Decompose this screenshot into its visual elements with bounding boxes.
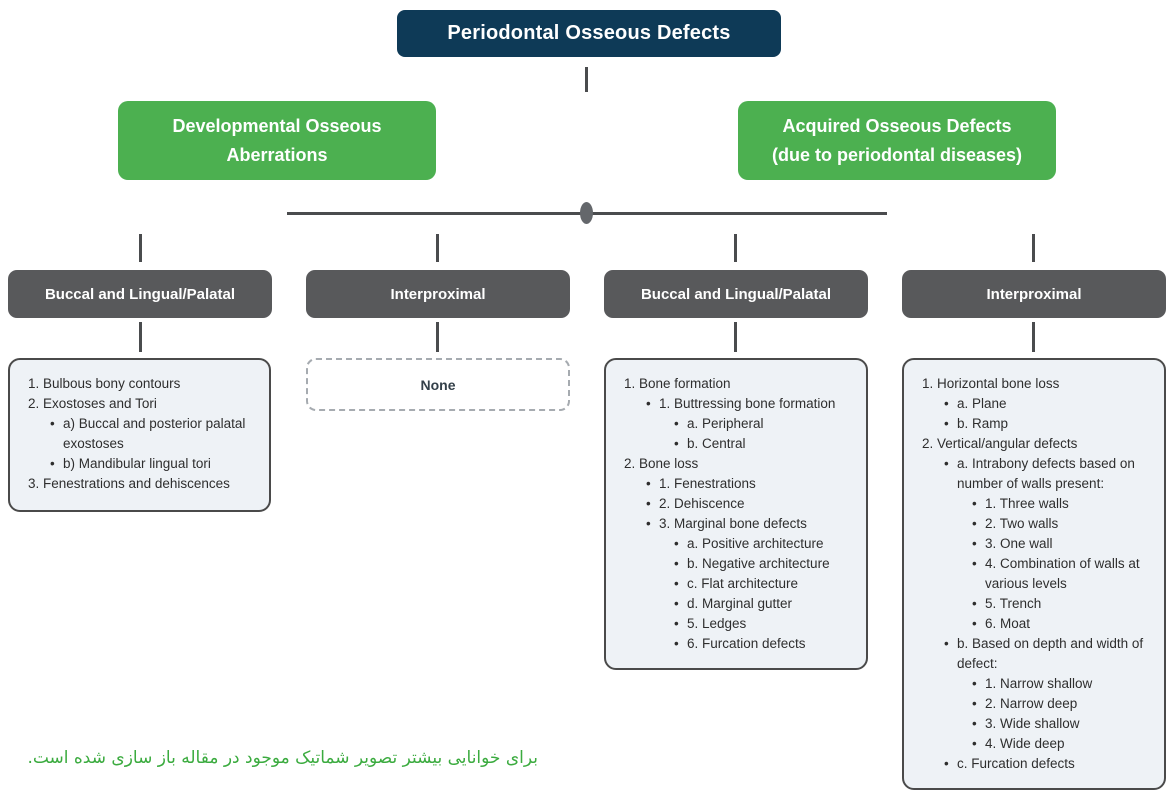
node-developmental-osseous-aberrations — [118, 101, 436, 180]
list-item — [972, 714, 1152, 734]
bullet-icon: • — [972, 696, 977, 711]
bullet-icon: • — [674, 436, 679, 451]
list-item-label: a. Positive architecture — [687, 536, 824, 551]
list-item-label: b. Central — [687, 436, 746, 451]
list-item-label: 6. Moat — [985, 616, 1031, 631]
list-item — [646, 474, 854, 494]
node-periodontal-osseous-defects — [397, 10, 781, 57]
bullet-icon: • — [674, 596, 679, 611]
list-item — [674, 414, 854, 434]
connector-col3-top — [734, 234, 737, 262]
list-item — [944, 754, 1152, 774]
list-item — [944, 414, 1152, 434]
list-item-label: b. Negative architecture — [687, 556, 830, 571]
list-item — [674, 594, 854, 614]
list-item-label: 2. Exostoses and Tori — [28, 396, 157, 411]
connector-col4-bottom — [1032, 322, 1035, 352]
root-label: Periodontal Osseous Defects — [447, 22, 731, 44]
list-item-label: 3. Wide shallow — [985, 716, 1080, 731]
list-item — [972, 594, 1152, 614]
node-acquired-osseous-defects — [738, 101, 1056, 180]
list-item — [646, 514, 854, 534]
header-label: Interproximal — [986, 285, 1082, 303]
list-item-label: 1. Three walls — [985, 496, 1069, 511]
connector-root — [585, 67, 588, 92]
branch-label-line2: Aberrations — [226, 144, 328, 165]
list-item — [674, 574, 854, 594]
list-item-label: 4. Combination of walls at various levels — [985, 556, 1140, 591]
list-item-label: 1. Bone formation — [624, 376, 731, 391]
list-item-label: b. Ramp — [957, 416, 1009, 431]
list-item-label: 2. Vertical/angular defects — [922, 436, 1078, 451]
bullet-icon: • — [944, 396, 949, 411]
connector-col1-top — [139, 234, 142, 262]
bullet-icon: • — [674, 556, 679, 571]
list-item — [28, 474, 257, 494]
bullet-icon: • — [944, 756, 949, 771]
bullet-icon: • — [972, 516, 977, 531]
list-item-label: 4. Wide deep — [985, 736, 1065, 751]
list-item-label: 3. Marginal bone defects — [659, 516, 807, 531]
caption-persian-note: برای خوانایی بیشتر تصویر شماتیک موجود در مقاله باز سازی شده است. — [27, 748, 538, 768]
list-item — [944, 394, 1152, 414]
list-item-label: 1. Bulbous bony contours — [28, 376, 181, 391]
list-item-label: 1. Fenestrations — [659, 476, 756, 491]
bullet-icon: • — [646, 516, 651, 531]
list-item-label: a. Plane — [957, 396, 1007, 411]
connector-col1-bottom — [139, 322, 142, 352]
none-label: None — [420, 376, 456, 393]
list-item-label: d. Marginal gutter — [687, 596, 793, 611]
connector-col4-top — [1032, 234, 1035, 262]
list-item-label: 2. Two walls — [985, 516, 1059, 531]
list-item — [624, 454, 854, 474]
list-item — [972, 554, 1152, 594]
list-item — [674, 534, 854, 554]
list-item-label: 5. Trench — [985, 596, 1042, 611]
bullet-icon: • — [50, 456, 55, 471]
list-item — [972, 534, 1152, 554]
bullet-icon: • — [944, 416, 949, 431]
list-item — [674, 634, 854, 654]
list-item-label: 2. Dehiscence — [659, 496, 745, 511]
list-item-label: a. Intrabony defects based on number of walls present: — [957, 456, 1135, 491]
bullet-icon: • — [944, 456, 949, 471]
list-item — [922, 434, 1152, 454]
list-item — [972, 614, 1152, 634]
connector-col2-bottom — [436, 322, 439, 352]
bullet-icon: • — [646, 496, 651, 511]
bullet-icon: • — [972, 536, 977, 551]
bullet-icon: • — [972, 676, 977, 691]
header-dev-interproximal — [306, 270, 570, 318]
list-item — [646, 394, 854, 414]
list-item — [646, 494, 854, 514]
list-item — [972, 494, 1152, 514]
list-item — [972, 674, 1152, 694]
bullet-icon: • — [674, 536, 679, 551]
bullet-icon: • — [972, 496, 977, 511]
header-label: Interproximal — [390, 285, 486, 303]
bullet-icon: • — [674, 576, 679, 591]
bullet-icon: • — [646, 476, 651, 491]
bullet-icon: • — [944, 636, 949, 651]
list-item — [972, 734, 1152, 754]
connector-col2-top — [436, 234, 439, 262]
list-item-label: 2. Narrow deep — [985, 696, 1078, 711]
list-acq-buccal-lingual-palatal — [604, 358, 868, 670]
connector-col3-bottom — [734, 322, 737, 352]
header-dev-buccal-lingual-palatal — [8, 270, 272, 318]
list-item — [674, 434, 854, 454]
list-item-label: a. Peripheral — [687, 416, 764, 431]
list-item — [624, 374, 854, 394]
list-item-label: 6. Furcation defects — [687, 636, 806, 651]
header-acq-buccal-lingual-palatal — [604, 270, 868, 318]
bullet-icon: • — [646, 396, 651, 411]
list-item — [50, 454, 257, 474]
branch-label-line1: Developmental Osseous — [172, 115, 382, 136]
list-item-label: 1. Horizontal bone loss — [922, 376, 1060, 391]
list-item — [944, 634, 1152, 674]
bullet-icon: • — [674, 416, 679, 431]
bullet-icon: • — [674, 636, 679, 651]
list-item-label: 2. Bone loss — [624, 456, 699, 471]
list-item — [28, 394, 257, 414]
list-item-label: 3. Fenestrations and dehiscences — [28, 476, 230, 491]
branch-label-line1: Acquired Osseous Defects — [782, 115, 1012, 136]
bullet-icon: • — [972, 716, 977, 731]
connector-junction-dot — [580, 202, 593, 224]
list-item — [972, 514, 1152, 534]
bullet-icon: • — [972, 556, 977, 571]
list-item-label: c. Flat architecture — [687, 576, 799, 591]
list-dev-interproximal-none — [306, 358, 570, 411]
bullet-icon: • — [972, 596, 977, 611]
header-acq-interproximal — [902, 270, 1166, 318]
list-item-label: 5. Ledges — [687, 616, 747, 631]
bullet-icon: • — [674, 616, 679, 631]
header-label: Buccal and Lingual/Palatal — [640, 285, 832, 303]
list-item — [28, 374, 257, 394]
list-item — [944, 454, 1152, 494]
list-item-label: b) Mandibular lingual tori — [63, 456, 211, 471]
list-acq-interproximal — [902, 358, 1166, 790]
header-label: Buccal and Lingual/Palatal — [44, 285, 236, 303]
bullet-icon: • — [972, 616, 977, 631]
list-item-label: 1. Buttressing bone formation — [659, 396, 836, 411]
list-item-label: c. Furcation defects — [957, 756, 1075, 771]
bullet-icon: • — [50, 416, 55, 431]
list-dev-buccal-lingual-palatal — [8, 358, 271, 512]
list-item-label: 3. One wall — [985, 536, 1053, 551]
list-item — [50, 414, 257, 454]
branch-label-line2: (due to periodontal diseases) — [771, 144, 1023, 165]
list-item-label: 1. Narrow shallow — [985, 676, 1093, 691]
list-item-label: a) Buccal and posterior palatal exostoses — [63, 416, 246, 451]
bullet-icon: • — [972, 736, 977, 751]
list-item — [674, 614, 854, 634]
list-item — [972, 694, 1152, 714]
list-item-label: b. Based on depth and width of defect: — [957, 636, 1144, 671]
list-item — [674, 554, 854, 574]
list-item — [922, 374, 1152, 394]
